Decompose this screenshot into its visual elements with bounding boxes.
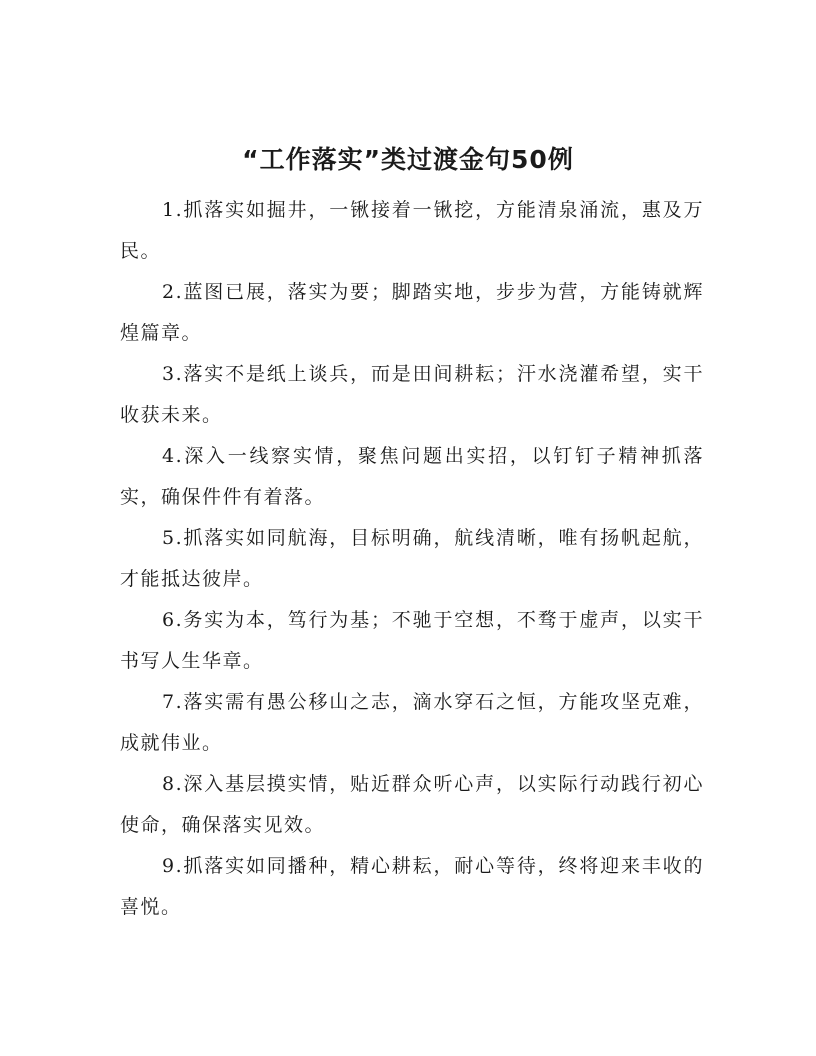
paragraph-9: 9.抓落实如同播种，精心耕耘，耐心等待，终将迎来丰收的喜悦。	[120, 855, 704, 918]
paragraph-3: 3.落实不是纸上谈兵，而是田间耕耘；汗水浇灌希望，实干收获未来。	[120, 363, 704, 426]
paragraph-6: 6.务实为本，笃行为基；不驰于空想，不骛于虚声，以实干书写人生华章。	[120, 609, 704, 672]
paragraph-7: 7.落实需有愚公移山之志，滴水穿石之恒，方能攻坚克难，成就伟业。	[120, 691, 704, 754]
paragraph-5: 5.抓落实如同航海，目标明确，航线清晰，唯有扬帆起航，才能抵达彼岸。	[120, 527, 704, 590]
document-title: “工作落实”类过渡金句50例	[242, 145, 574, 174]
paragraph-1: 1.抓落实如掘井，一锹接着一锹挖，方能清泉涌流，惠及万民。	[120, 199, 704, 262]
paragraph-2: 2.蓝图已展，落实为要；脚踏实地，步步为营，方能铸就辉煌篇章。	[120, 281, 704, 344]
document-body	[120, 190, 704, 928]
paragraph-4: 4.深入一线察实情，聚焦问题出实招，以钉钉子精神抓落实，确保件件有着落。	[120, 445, 704, 508]
paragraph-8: 8.深入基层摸实情，贴近群众听心声，以实际行动践行初心使命，确保落实见效。	[120, 773, 704, 836]
